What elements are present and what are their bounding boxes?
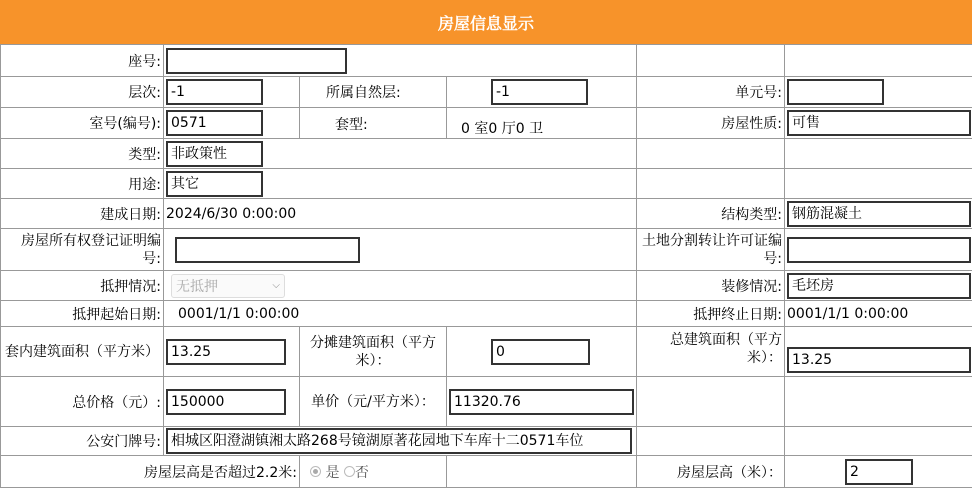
house-info-table [0,44,972,488]
mortgage-select-value: 无抵押 [176,276,218,296]
natural-floor-field[interactable]: -1 [491,79,588,105]
shared-area-label: 分摊建筑面积（平方米）： [300,327,447,377]
floor-height-label: 房屋层高（米）： [637,456,785,488]
mortgage-start-value: 0001/1/1 0:00:00 [164,301,637,327]
built-date-label: 建成日期: [1,199,164,229]
chevron-down-icon: ⌵ [272,280,280,291]
layout-label: 套型: [300,108,447,139]
unit-label: 单元号: [637,77,785,108]
shared-area-field[interactable]: 0 [491,339,590,365]
type-field[interactable]: 非政策性 [166,141,263,167]
address-field[interactable]: 相城区阳澄湖镇湘太路268号镜湖原著花园地下车库十二0571车位 [166,428,632,454]
land-permit-label: 土地分割转让许可证编号: [637,229,785,271]
mortgage-start-label: 抵押起始日期: [1,301,164,327]
floor-label: 层次: [1,77,164,108]
floor-field[interactable]: -1 [166,79,263,105]
unit-price-label: 单价（元/平方米）： [300,377,447,427]
height-over-yes-label: 是 [325,465,339,481]
floor-height-field[interactable]: 2 [845,459,913,485]
unit-field[interactable] [787,79,884,105]
layout-hall-unit: 厅 [502,121,516,137]
address-label: 公安门牌号: [1,427,164,456]
decoration-label: 装修情况: [637,271,785,301]
unit-price-field[interactable]: 11320.76 [449,389,634,415]
layout-hall-value[interactable]: 0 [488,121,497,137]
structure-field[interactable]: 钢筋混凝土 [787,201,971,227]
mortgage-select[interactable] [171,274,285,298]
layout-bath-unit: 卫 [529,121,543,137]
type-label: 类型: [1,139,164,169]
ownership-cert-label: 房屋所有权登记证明编号: [1,229,164,271]
seat-label: 座号: [1,45,164,77]
natural-floor-label: 所属自然层: [300,77,447,108]
layout-values [447,108,637,139]
structure-label: 结构类型: [637,199,785,229]
decoration-field[interactable]: 毛坯房 [787,273,971,299]
height-over-label: 房屋层高是否超过2.2米: [1,456,300,488]
total-area-label: 总建筑面积（平方米）： [637,327,785,377]
room-no-field[interactable]: 0571 [166,110,263,136]
layout-room-value[interactable]: 0 [461,121,470,137]
page-title: 房屋信息显示 [0,0,972,44]
height-over-yes-radio[interactable] [310,466,321,477]
mortgage-label: 抵押情况: [1,271,164,301]
height-over-no-radio[interactable] [344,466,355,477]
height-over-no-label: 否 [355,465,369,481]
land-permit-field[interactable] [787,237,971,263]
total-price-label: 总价格（元）: [1,377,164,427]
layout-bath-value[interactable]: 0 [516,121,525,137]
room-no-label: 室号(编号): [1,108,164,139]
total-area-field[interactable]: 13.25 [787,347,971,373]
layout-room-unit: 室 [474,121,488,137]
height-over-radio-group [300,456,447,488]
mortgage-end-value: 0001/1/1 0:00:00 [785,301,972,327]
nature-label: 房屋性质: [637,108,785,139]
inner-area-field[interactable]: 13.25 [166,339,286,365]
ownership-cert-field[interactable] [175,237,360,263]
total-price-field[interactable]: 150000 [166,389,286,415]
nature-field[interactable]: 可售 [787,110,971,136]
seat-field[interactable] [166,48,347,74]
inner-area-label: 套内建筑面积（平方米） [1,327,164,377]
built-date-value: 2024/6/30 0:00:00 [164,199,637,229]
usage-label: 用途: [1,169,164,199]
usage-field[interactable]: 其它 [166,171,263,197]
mortgage-end-label: 抵押终止日期: [637,301,785,327]
